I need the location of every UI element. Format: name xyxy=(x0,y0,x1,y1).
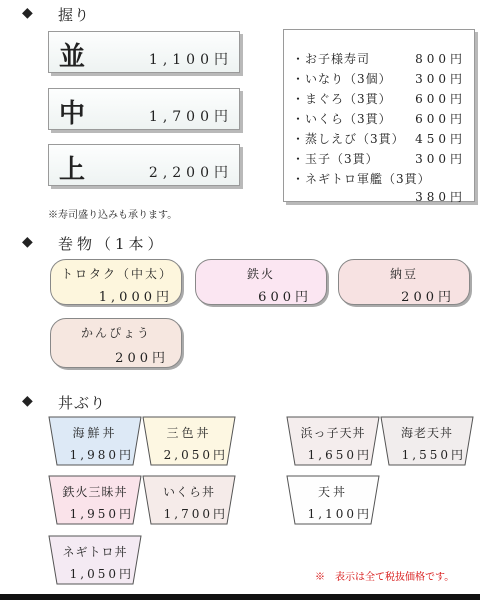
donburi-price: 1,550円 xyxy=(401,448,466,462)
side-menu-item xyxy=(292,130,466,148)
side-menu-item xyxy=(292,110,466,128)
roll-item-tekka xyxy=(195,259,327,305)
nigiri-price: 1,100円 xyxy=(148,52,233,68)
donburi-item-negitorodon xyxy=(48,535,142,585)
roll-price: 200円 xyxy=(401,290,455,305)
roll-item-natto xyxy=(338,259,470,305)
nigiri-price: 1,700円 xyxy=(148,109,233,125)
roll-item-kanpyo xyxy=(50,318,182,368)
diamond-bullet-icon: ◆ xyxy=(22,393,33,409)
donburi-item-kaisendon xyxy=(48,416,142,466)
donburi-name: いくら丼 xyxy=(162,485,215,499)
tax-note: ※ 表示は全て税抜価格です。 xyxy=(315,572,455,583)
donburi-price: 1,950円 xyxy=(69,507,134,521)
section-title-nigiri: 握り xyxy=(58,6,91,24)
side-menu-name: ・蒸しえび（3貫） xyxy=(292,132,405,146)
donburi-price: 1,050円 xyxy=(69,567,134,581)
donburi-price: 1,700円 xyxy=(163,507,228,521)
roll-item-torotaku xyxy=(50,259,182,305)
section-title-donburi: 丼ぶり xyxy=(58,394,107,412)
side-menu-price: 800円 xyxy=(415,52,466,66)
nigiri-name: 中 xyxy=(59,99,86,129)
donburi-item-tendon xyxy=(286,475,380,525)
diamond-bullet-icon: ◆ xyxy=(22,234,33,250)
donburi-item-hamakko-tendon xyxy=(286,416,380,466)
side-menu-price: 450円 xyxy=(415,132,466,146)
roll-name: 納豆 xyxy=(389,267,418,281)
side-menu-item xyxy=(292,150,466,168)
section-title-makimono: 巻物（1本） xyxy=(58,235,167,253)
roll-name: 鉄火 xyxy=(246,267,275,281)
side-menu-item xyxy=(292,90,466,108)
donburi-name: 海鮮丼 xyxy=(72,426,118,440)
side-menu-name: ・いなり（3個） xyxy=(292,72,392,86)
side-menu-price: 300円 xyxy=(415,72,466,86)
donburi-name: 鉄火三昧丼 xyxy=(62,485,128,499)
side-menu-name: ・まぐろ（3貫） xyxy=(292,92,392,106)
side-menu-name: ・ネギトロ軍艦（3貫） xyxy=(292,172,431,186)
donburi-item-sanshokudon xyxy=(142,416,236,466)
donburi-price: 1,650円 xyxy=(307,448,372,462)
side-menu-price: 380円 xyxy=(415,190,466,204)
roll-price: 200円 xyxy=(115,351,169,366)
donburi-item-ikuradon xyxy=(142,475,236,525)
nigiri-item-naka xyxy=(48,88,240,130)
side-menu-price: 600円 xyxy=(415,92,466,106)
side-menu-item xyxy=(292,70,466,88)
donburi-name: 天丼 xyxy=(317,485,348,499)
nigiri-price: 2,200円 xyxy=(148,165,233,181)
diamond-bullet-icon: ◆ xyxy=(22,5,33,21)
donburi-item-tekka-zanmai-don xyxy=(48,475,142,525)
donburi-price: 1,980円 xyxy=(69,448,134,462)
bottom-bar xyxy=(0,594,480,600)
side-menu-box xyxy=(283,29,475,202)
roll-price: 1,000円 xyxy=(98,290,173,305)
donburi-name: 浜っ子天丼 xyxy=(300,426,366,440)
donburi-name: ネギトロ丼 xyxy=(62,545,128,559)
roll-price: 600円 xyxy=(258,290,312,305)
roll-name: トロタク（中太） xyxy=(61,267,174,281)
side-menu-item xyxy=(292,50,466,68)
roll-name: かんぴょう xyxy=(80,326,151,340)
nigiri-name: 並 xyxy=(59,42,86,72)
nigiri-name: 上 xyxy=(59,155,86,185)
side-menu-name: ・お子様寿司 xyxy=(292,52,371,66)
donburi-price: 2,050円 xyxy=(163,448,228,462)
side-menu-item xyxy=(292,170,466,202)
donburi-name: 三色丼 xyxy=(166,426,212,440)
donburi-name: 海老天丼 xyxy=(400,426,453,440)
side-menu-name: ・いくら（3貫） xyxy=(292,112,392,126)
nigiri-item-jou xyxy=(48,144,240,186)
donburi-price: 1,100円 xyxy=(307,507,372,521)
side-menu-price: 600円 xyxy=(415,112,466,126)
side-menu-price: 300円 xyxy=(415,152,466,166)
nigiri-item-nami xyxy=(48,31,240,73)
side-menu-name: ・玉子（3貫） xyxy=(292,152,379,166)
donburi-item-ebi-tendon xyxy=(380,416,474,466)
nigiri-note: ※寿司盛り込みも承ります。 xyxy=(48,210,178,221)
